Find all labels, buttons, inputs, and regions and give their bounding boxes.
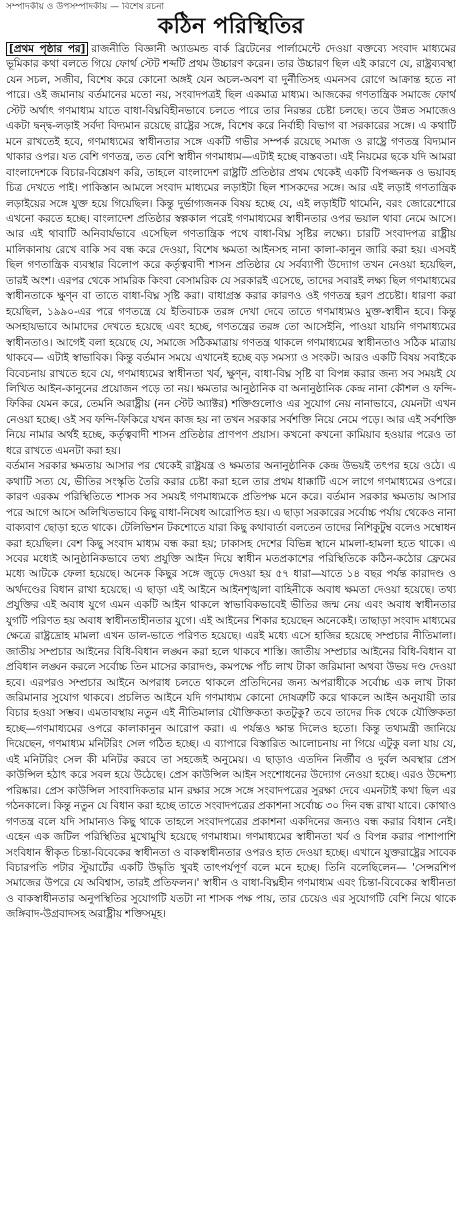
continued-from-label: [প্রথম পৃষ্ঠার পর] [6,42,88,56]
article-title: কঠিন পরিস্থিতির [157,13,305,39]
page-topline: সম্পাদকীয় ও উপসম্পাদকীয় — বিশেষ রচনা [6,2,165,12]
article-body [6,42,456,923]
article-paragraph-1: রাজনীতি বিজ্ঞানী অ্যাডমন্ড বার্ক ব্রিটেনের পার্লামেন্টে দেওয়া বক্তব্যে সংবাদ মাধ্যমের ভূমিকার কথা বলতে গিয়ে ফোর্থ স্টেট শব্দটি প্রথম উচ্চারণ করেন। তার উচ্চারণ ছিল এই কারণে যে, রাষ্ট্রব্যবস্থা যেন সচল, সজীব, বিশেষ করে কোনো অঙ্গই যেন অচল-অবশ বা দুর্নীতিসহ এমনসব রোগে আক্রান্ত হতে না পারে। ওই জমানায় বর্তমানের মতো নয়, সংবাদপত্রই ছিল একমাত্র মাধ্যম। আজকের গণতান্ত্রিক সমাজে ফোর্থ স্টেট অর্থাৎ গণমাধ্যম যাতে বাধা-বিঘ্নবিহীনভাবে চলতে পারে তার নিরন্তর চেষ্টা চলছে। তবে উন্নত সমাজেও একটা দ্বন্দ্ব-লড়াই সর্বদা বিদ্যমান রয়েছে রাষ্ট্রের সঙ্গে, বিশেষ করে নির্বাহী বিভাগ বা সরকারের সঙ্গে। এ কথাটি মনে রাখতেই হবে, গণমাধ্যমের স্বাধীনতার সঙ্গে একটি গভীর সম্পর্ক রয়েছে সমাজ ও রাষ্ট্রে গণতন্ত্র বিদ্যমান থাকার ওপর। যত বেশি গণতন্ত্র, তত বেশি স্বাধীন গণমাধ্যম—এটাই হচ্ছে বাস্তবতা। এই নিয়মের ছকে যদি আমরা বাংলাদেশকে বিচার-বিশ্লেষণ করি, তাহলে বাংলাদেশ রাষ্ট্রটি প্রতিষ্ঠার প্রথম থেকেই একটি বিপজ্জনক ও ভয়াবহ চিত্র দেখতে পাই। পাকিস্তান আমলে সংবাদ মাধ্যমের লড়াইটা ছিল শাসকদের সঙ্গে। আর এই লড়াই গণতান্ত্রিক লড়াইয়ের সঙ্গে যুক্ত হয়ে গিয়েছিল। কিন্তু দুর্ভাগ্যজনক বিষয় হচ্ছে যে, এই লড়াইটি থামেনি, বরং জোরেশোরে এখনো করতে হচ্ছে। বাংলাদেশ প্রতিষ্ঠার স্বল্পকাল পরেই গণমাধ্যমের স্বাধীনতার ওপর ভয়াল থাবা নেমে আসে। আর এই থাবাটি অনিবার্যভাবে এসেছিল গণতান্ত্রিক পথে বাধা-বিঘ্ন সৃষ্টির লক্ষ্যে। চারটি সংবাদপত্র রাষ্ট্রীয় মালিকানায় রেখে বাকি সব বন্ধ করে দেওয়া, বিশেষ ক্ষমতা আইনসহ নানা কালা-কানুন জারি করা হয়। এসবই ছিল গণতান্ত্রিক ব্যবস্থার বিলোপ করে কর্তৃত্ববাদী শাসন প্রতিষ্ঠার যে সর্বব্যাপী উদ্যোগ তখন নেওয়া হয়েছিল, তারই অংশ। এরপর থেকে সামরিক কিংবা বেসামরিক যে সরকারই এসেছে, তাদের সবারই লক্ষ্য ছিল গণমাধ্যমের স্বাধীনতাকে ক্ষুণ্ন বা তাতে বাধা-বিঘ্ন সৃষ্টি করা। বাধাগ্রস্ত করার কারণও ওই গণতন্ত্র হরণ প্রচেষ্টা। ধারণা করা হয়েছিল, ১৯৯০-এর পরে গণতন্ত্রে যে ইতিবাচক তরঙ্গ দেখা দেবে তাতে গণমাধ্যমও মুক্ত-স্বাধীন হবে। কিন্তু অসহায়ভাবে আমাদের দেখতে হয়েছে এবং হচ্ছে, গণতন্ত্রের তরঙ্গ তো আসেইনি, পাওয়া যায়নি গণমাধ্যমের স্বাধীনতাও। আগেই বলা হয়েছে যে, সমাজে সঠিকমাত্রায় গণতন্ত্র থাকলে গণমাধ্যমের স্বাধীনতাও সঠিক মাত্রায় থাকবে— এটাই স্বাভাবিক। কিন্তু বর্তমান সময়ে এখানেই হচ্ছে বড় সমস্যা ও সংকট। আরও একটি বিষয় সবাইকে বিবেচনায় রাখতে হবে যে, গণমাধ্যমের স্বাধীনতা খর্ব, ক্ষুণ্ন, বাধা-বিঘ্ন সৃষ্টি বা বিপন্ন করার জন্য সব সময়ই যে লিখিত আইন-কানুনের প্রয়োজন পড়ে তা নয়। ক্ষমতার আনুষ্ঠানিক বা অনানুষ্ঠানিক কেন্দ্র নানা কৌশল ও ফন্দি-ফিকির যেমন করে, তেমনি অরাষ্ট্রীয় (নন স্টেট অ্যাক্টর) শক্তিগুলোও এর সুযোগ নেয় নানাভাবে, যেমনটা এখন নেওয়া হচ্ছে। ওই সব ফন্দি-ফিকিরে যখন কাজ হয় না তখন সরকার সর্বশক্তি নিয়ে নেমে পড়ে। আর এই সর্বশক্তি নিয়ে নামার অর্থই হচ্ছে, কর্তৃত্ববাদী শাসন প্রতিষ্ঠার প্রাণপণ প্রয়াস। কখনো কখনো কামিয়াব হওয়ার পরেও তা ধরে রাখতে এমনটা করা হয়। [6,43,456,457]
article-paragraph-2: বর্তমান সরকার ক্ষমতায় আসার পর থেকেই রাষ্ট্রযন্ত্র ও ক্ষমতার অনানুষ্ঠানিক কেন্দ্র উভয়ই তৎপর হয়ে ওঠে। এ কথাটি সত্য যে, ভীতির সংস্কৃতি তৈরি করার চেষ্টা করা হলে তার প্রথম ধাক্কাটি এসে লাগে গণমাধ্যমের ওপরে। কারণ এরকম পরিস্থিতিতে শাসক সব সময়ই গণমাধ্যমকে প্রতিপক্ষ মনে করে। বর্তমান সরকার ক্ষমতায় আসার পরে আগে আসে অলিখিতভাবে কিছু বাধা-নিষেধ আরোপিত হয়। এ ছাড়া সরকারের সর্বোচ্চ পর্যায় থেকেও নানা বাক্যবাণ ছোড়া হতে থাকে। টেলিভিশন টকশোতে যারা কিছু কথাবার্তা বলতেন তাদের নিশিকুটুম্ব বলেও সম্বোধন করা হয়েছিল। বেশ কিছু সংবাদ মাধ্যম বন্ধ করা হয়; ঢাকাসহ দেশের বিভিন্ন স্থানে মামলা-হামলা হতে থাকে। এ সবের মধ্যেই আনুষ্ঠানিকভাবে তথ্য প্রযুক্তি আইন দিয়ে স্বাধীন মতপ্রকাশের পরিস্থিতিকে কঠিন-কঠোর ফ্রেমের মধ্যে আটকে ফেলা হয়েছে। অনেক কিছুর সঙ্গে জুড়ে দেওয়া হয় ৫৭ ধারা—যাতে ১৪ বছর পর্যন্ত কারাদণ্ড ও অর্থদণ্ডের বিধান রাখা হয়েছে। এ ছাড়া এই আইনে আইনশৃঙ্খলা বাহিনীকে অবাধ ক্ষমতা দেওয়া হয়েছে। তথ্য প্রযুক্তির এই অবাধ যুগে এমন একটি আইন থাকলে স্বাভাবিকভাবেই ভীতির জন্ম নেয় এবং অবাধ স্বাধীনতার যুগটি পরিণত হয় অবাধ স্বাধীনতাহীনতার যুগে। এই আইনের শিকার হয়েছেন অনেকেই। তাছাড়া সংবাদ মাধ্যমের ক্ষেত্রে রাষ্ট্রদ্রোহ মামলা এখন ডাল-ভাতে পরিণত হয়েছে। এরই মধ্যে এসে হাজির হয়েছে সম্প্রচার নীতিমালা। জাতীয় সম্প্রচার আইনের বিধি-বিধান লঙ্ঘন করা হলে থাকবে শাস্তি। জাতীয় সম্প্রচার আইনের বিধি-বিধান বা প্রবিধান লঙ্ঘন করলে সর্বোচ্চ তিন মাসের কারাদণ্ড, কমপক্ষে পাঁচ লাখ টাকা জরিমানা অথবা উভয় দণ্ড দেওয়া হবে। এরপরও সম্প্রচার আইনে অপরাধ চলতে থাকলে প্রতিদিনের জন্য অপরাধীকে সর্বোচ্চ এক লাখ টাকা জরিমানার সুযোগ থাকবে। প্রচলিত আইনে যদি গণমাধ্যম কোনো দোষত্রুটি করে থাকলে আইন অনুযায়ী তার বিচার হওয়া সম্ভব। এমতাবস্থায় নতুন এই নীতিমালার যৌক্তিকতা কতটুকু? তবে তাদের দিক থেকে যৌক্তিকতা হচ্ছে—গণমাধ্যমের ওপরে কালাকানুন আরোপ করা। এ পর্যন্তও ক্ষান্ত দিলেও হতো। কিন্তু তথ্যমন্ত্রী জানিয়ে দিয়েছেন, গণমাধ্যম মনিটরিং সেল গঠিত হচ্ছে। এ ব্যাপারে বিস্তারিত আলোচনায় না গিয়ে এটুকু বলা যায় যে, এই মনিটরিং সেল কী মনিটর করবে তা সহজেই অনুমেয়। এ ছাড়াও এতদিন নির্জীব ও দুর্বল অবস্থার প্রেস কাউন্সিল হঠাৎ করে সবল হয়ে উঠেছে। প্রেস কাউন্সিল আইন সংশোধনের উদ্যোগ নেওয়া হচ্ছে। এরও উদ্দেশ্য পরিষ্কার। প্রেস কাউন্সিল সাংবাদিকতার মান রক্ষার সঙ্গে সঙ্গে সংবাদপত্রের সুরক্ষা দেবে এমনটাই কথা ছিল এর গঠনকালে। কিন্তু নতুন যে বিধান করা হচ্ছে তাতে সংবাদপত্রের প্রকাশনা সর্বোচ্চ ৩০ দিন বন্ধ রাখা যাবে। কোথাও গণতন্ত্র বলে যদি সামান্যও কিছু থাকে তাহলে সংবাদপত্রের প্রকাশনা একদিনের জন্যও বন্ধ করার বিধান নেই। এহেন এক জটিল পরিস্থিতির মুখোমুখি হয়েছে গণমাধ্যম। গণমাধ্যমের স্বাধীনতা খর্ব ও বিপন্ন করার পাশাপাশি সংবিধান স্বীকৃত চিন্তা-বিবেকের স্বাধীনতা ও বাকস্বাধীনতার ওপরও হাত দেওয়া হচ্ছে। এখানে যুক্তরাষ্ট্রের সাবেক বিচারপতি পটার স্টুয়ার্টের একটি উদ্ধৃতি খুবই তাৎপর্যপূর্ণ বলে মনে হচ্ছে। তিনি বলেছিলেন— 'সেন্সরশিপ সমাজের উপরে যে অবিশ্বাস, তারই প্রতিফলন।' স্বাধীন ও বাধা-বিঘ্নহীন গণমাধ্যম এবং চিন্তা-বিবেকের স্বাধীনতা ও বাকস্বাধীনতার অনুপস্থিতির সুযোগটি যতটা না শাসক পক্ষ পায়, তার চেয়েও এর সুযোগটি বেশি নিয়ে থাকে জঙ্গিবাদ-উগ্রবাদসহ অরাষ্ট্রীয় শক্তিসমূহ। [6,460,456,921]
